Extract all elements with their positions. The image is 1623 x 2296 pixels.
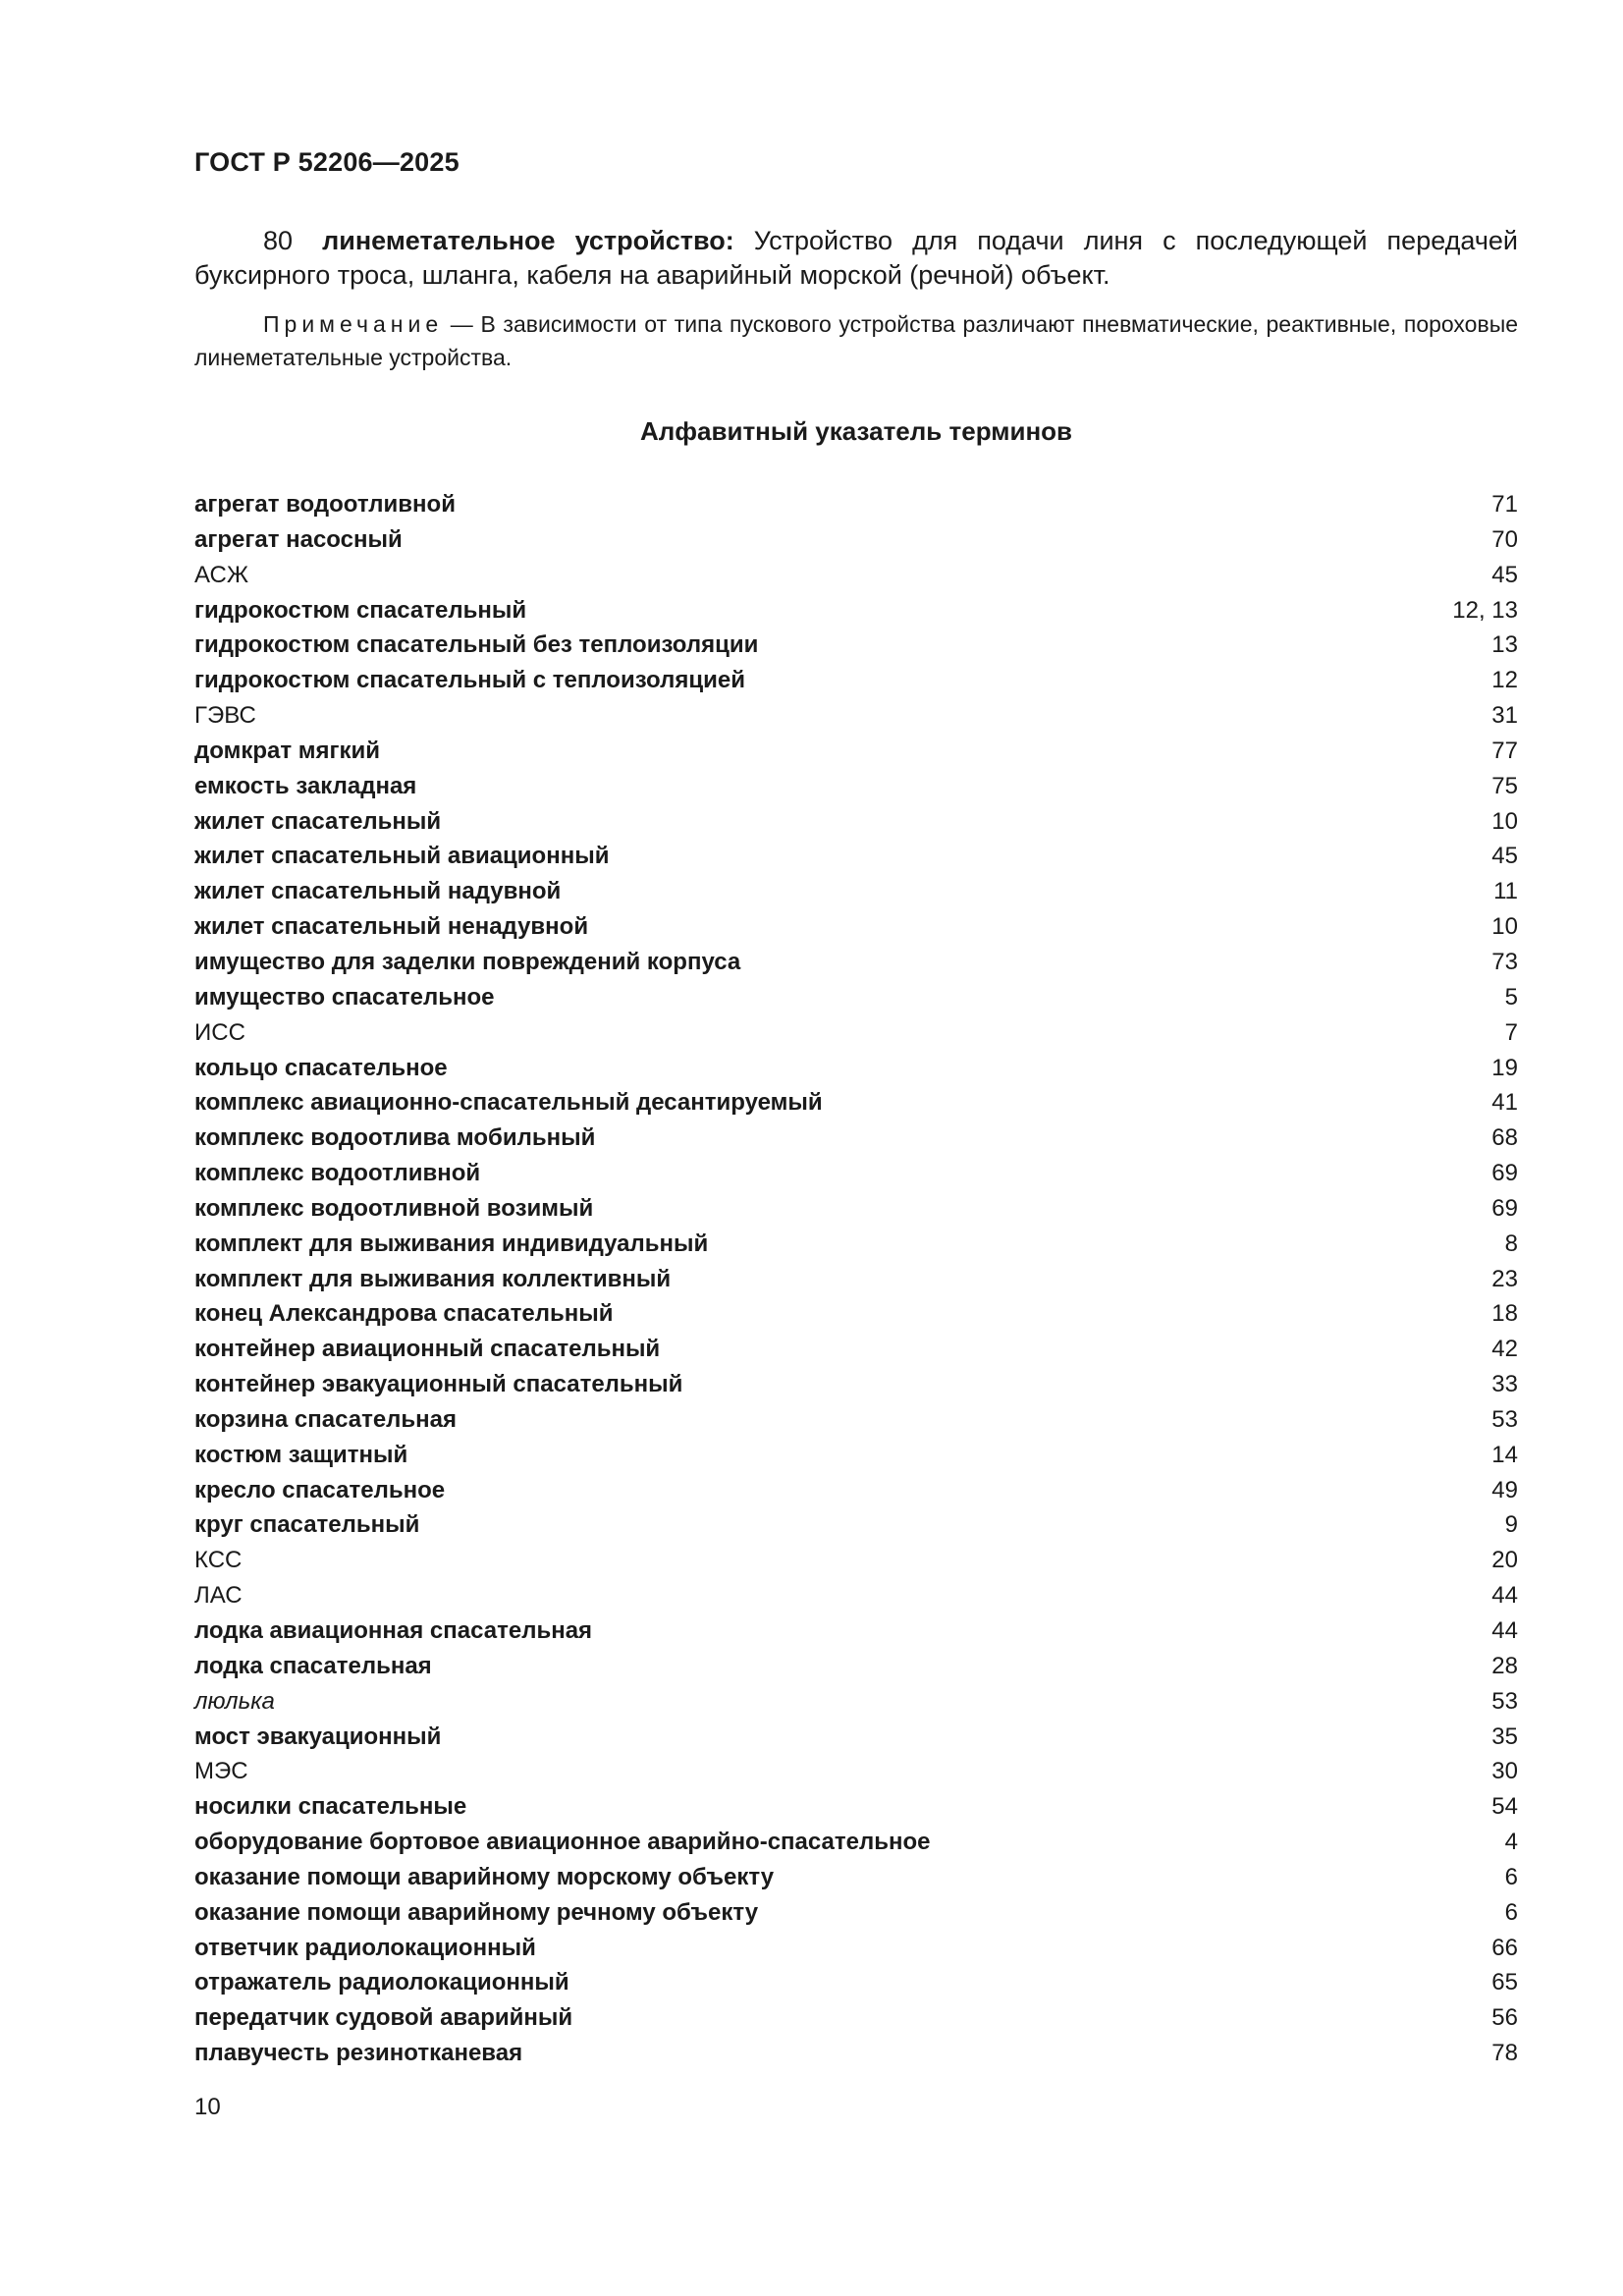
index-entry xyxy=(194,1227,1518,1262)
index-term: мост эвакуационный xyxy=(194,1722,442,1750)
index-entry xyxy=(194,1015,1518,1051)
index-entry xyxy=(194,2036,1518,2071)
index-ref: 33 xyxy=(1491,1371,1518,1398)
index-entry xyxy=(194,1156,1518,1191)
index-ref: 45 xyxy=(1491,843,1518,870)
index-ref: 8 xyxy=(1504,1230,1518,1257)
index-term: домкрат мягкий xyxy=(194,737,381,764)
index-entry xyxy=(194,593,1518,629)
index-term: агрегат насосный xyxy=(194,525,403,553)
index-term: жилет спасательный xyxy=(194,807,442,835)
index-term: комплекс водоотлива мобильный xyxy=(194,1124,596,1152)
index-ref: 69 xyxy=(1491,1194,1518,1222)
index-ref: 66 xyxy=(1491,1934,1518,1961)
index-term: плавучесть резинотканевая xyxy=(194,2040,523,2067)
index-term: ответчик радиолокационный xyxy=(194,1934,536,1961)
index-term: жилет спасательный ненадувной xyxy=(194,913,589,941)
index-ref: 45 xyxy=(1491,561,1518,588)
index-ref: 44 xyxy=(1491,1617,1518,1644)
index-entry xyxy=(194,769,1518,804)
index-entry xyxy=(194,1895,1518,1931)
index-entry xyxy=(194,2000,1518,2036)
index-entry xyxy=(194,909,1518,945)
index-entry xyxy=(194,522,1518,558)
note-text: — В зависимости от типа пускового устройства различают пневматические, реактивные, пороховые линеметательные устройства. xyxy=(194,311,1519,370)
index-term: оказание помощи аварийному речному объекту xyxy=(194,1898,759,1926)
index-term: комплекс водоотливной xyxy=(194,1160,481,1187)
note-label: Примечание xyxy=(263,311,444,337)
index-entry xyxy=(194,1367,1518,1402)
index-entry xyxy=(194,1613,1518,1649)
index-term: контейнер эвакуационный спасательный xyxy=(194,1371,683,1398)
index-ref: 6 xyxy=(1504,1898,1518,1926)
index-term: жилет спасательный авиационный xyxy=(194,843,610,870)
index-term: агрегат водоотливной xyxy=(194,491,456,518)
index-ref: 11 xyxy=(1493,878,1518,905)
index-ref: 65 xyxy=(1491,1969,1518,1996)
index-entry xyxy=(194,698,1518,734)
index-term: ГЭВС xyxy=(194,702,256,730)
index-entry xyxy=(194,628,1518,663)
index-entry xyxy=(194,1121,1518,1156)
index-term: имущество для заделки повреждений корпуса xyxy=(194,948,741,975)
index-term: имущество спасательное xyxy=(194,983,495,1011)
index-entry xyxy=(194,945,1518,980)
index-ref: 13 xyxy=(1491,631,1518,659)
term-number: 80 xyxy=(263,226,294,255)
index-ref: 75 xyxy=(1491,772,1518,799)
index-ref: 71 xyxy=(1491,491,1518,518)
index-entry xyxy=(194,1262,1518,1297)
index-ref: 56 xyxy=(1491,2004,1518,2032)
term-definition xyxy=(194,224,1518,293)
index-entry xyxy=(194,1649,1518,1684)
index-entry xyxy=(194,839,1518,874)
index-ref: 42 xyxy=(1491,1336,1518,1363)
index-term: контейнер авиационный спасательный xyxy=(194,1336,661,1363)
page-number: 10 xyxy=(194,2094,221,2120)
index-entry xyxy=(194,1684,1518,1720)
index-ref: 54 xyxy=(1491,1793,1518,1821)
index-ref: 14 xyxy=(1491,1441,1518,1468)
index-ref: 12 xyxy=(1491,667,1518,694)
index-entry xyxy=(194,980,1518,1015)
index-entry xyxy=(194,1402,1518,1438)
index-entry xyxy=(194,1085,1518,1121)
index-term: конец Александрова спасательный xyxy=(194,1300,614,1328)
index-entry xyxy=(194,874,1518,909)
index-entry xyxy=(194,1543,1518,1578)
index-ref: 77 xyxy=(1491,737,1518,764)
index-ref: 10 xyxy=(1491,913,1518,941)
index-term: корзина спасательная xyxy=(194,1405,458,1433)
index-entry xyxy=(194,1754,1518,1789)
index-ref: 12, 13 xyxy=(1452,596,1518,624)
index-term: кольцо спасательное xyxy=(194,1054,448,1081)
index-entry xyxy=(194,1507,1518,1543)
index-entry xyxy=(194,558,1518,593)
index-term: оборудование бортовое авиационное аварийно-спасательное xyxy=(194,1829,931,1856)
index-ref: 4 xyxy=(1504,1829,1518,1856)
index-ref: 69 xyxy=(1491,1160,1518,1187)
index-entry xyxy=(194,487,1518,522)
index-list xyxy=(194,487,1518,2071)
index-ref: 73 xyxy=(1491,948,1518,975)
index-term: ЛАС xyxy=(194,1582,243,1610)
index-ref: 44 xyxy=(1491,1582,1518,1610)
index-entry xyxy=(194,1965,1518,2000)
index-term: МЭС xyxy=(194,1758,248,1785)
index-term: гидрокостюм спасательный без теплоизоляции xyxy=(194,631,759,659)
index-entry xyxy=(194,1438,1518,1473)
index-ref: 68 xyxy=(1491,1124,1518,1152)
index-term: АСЖ xyxy=(194,561,248,588)
index-term: гидрокостюм спасательный с теплоизоляцией xyxy=(194,667,745,694)
index-ref: 10 xyxy=(1491,807,1518,835)
index-title: Алфавитный указатель терминов xyxy=(639,416,1073,446)
index-term: передатчик судовой аварийный xyxy=(194,2004,573,2032)
index-ref: 49 xyxy=(1491,1476,1518,1503)
term-text: Устройство для подачи линя с последующей передачей буксирного троса, шланга, кабеля на аварийный морской (речной) объект. xyxy=(194,226,1518,290)
index-entry xyxy=(194,1332,1518,1367)
index-entry xyxy=(194,1860,1518,1895)
index-term: комплект для выживания индивидуальный xyxy=(194,1230,709,1257)
index-term: носилки спасательные xyxy=(194,1793,467,1821)
index-term: ИСС xyxy=(194,1018,245,1046)
index-ref: 5 xyxy=(1504,983,1518,1011)
index-term: емкость закладная xyxy=(194,772,417,799)
index-term: лодка спасательная xyxy=(194,1652,432,1679)
index-ref: 53 xyxy=(1491,1405,1518,1433)
index-term: комплекс авиационно-спасательный десантируемый xyxy=(194,1089,823,1117)
index-ref: 19 xyxy=(1491,1054,1518,1081)
index-entry xyxy=(194,1296,1518,1332)
index-ref: 53 xyxy=(1491,1687,1518,1715)
index-ref: 28 xyxy=(1491,1652,1518,1679)
index-ref: 23 xyxy=(1491,1265,1518,1292)
term-name: линеметательное устройство: xyxy=(322,226,734,255)
index-ref: 70 xyxy=(1491,525,1518,553)
index-term: кресло спасательное xyxy=(194,1476,446,1503)
index-entry xyxy=(194,804,1518,840)
index-term: лодка авиационная спасательная xyxy=(194,1617,593,1644)
index-entry xyxy=(194,663,1518,698)
index-ref: 78 xyxy=(1491,2040,1518,2067)
index-entry xyxy=(194,1191,1518,1227)
index-term: комплект для выживания коллективный xyxy=(194,1265,672,1292)
index-ref: 30 xyxy=(1491,1758,1518,1785)
index-ref: 41 xyxy=(1491,1089,1518,1117)
note xyxy=(194,307,1518,374)
index-term: комплекс водоотливной возимый xyxy=(194,1194,594,1222)
index-ref: 35 xyxy=(1491,1722,1518,1750)
index-term: костюм защитный xyxy=(194,1441,408,1468)
index-entry xyxy=(194,1720,1518,1755)
index-entry xyxy=(194,734,1518,769)
index-term: КСС xyxy=(194,1547,243,1574)
index-term: оказание помощи аварийному морскому объекту xyxy=(194,1863,775,1890)
index-ref: 31 xyxy=(1491,702,1518,730)
document-id: ГОСТ Р 52206—2025 xyxy=(194,147,460,177)
index-term: гидрокостюм спасательный xyxy=(194,596,527,624)
index-term: отражатель радиолокационный xyxy=(194,1969,569,1996)
index-entry xyxy=(194,1051,1518,1086)
index-term: люлька xyxy=(194,1687,275,1715)
index-entry xyxy=(194,1825,1518,1860)
index-entry xyxy=(194,1789,1518,1825)
index-term: жилет спасательный надувной xyxy=(194,878,562,905)
index-ref: 6 xyxy=(1504,1863,1518,1890)
index-ref: 9 xyxy=(1504,1511,1518,1539)
index-entry xyxy=(194,1578,1518,1613)
index-ref: 7 xyxy=(1504,1018,1518,1046)
index-ref: 18 xyxy=(1491,1300,1518,1328)
index-entry xyxy=(194,1473,1518,1508)
index-term: круг спасательный xyxy=(194,1511,420,1539)
index-ref: 20 xyxy=(1491,1547,1518,1574)
index-entry xyxy=(194,1931,1518,1966)
